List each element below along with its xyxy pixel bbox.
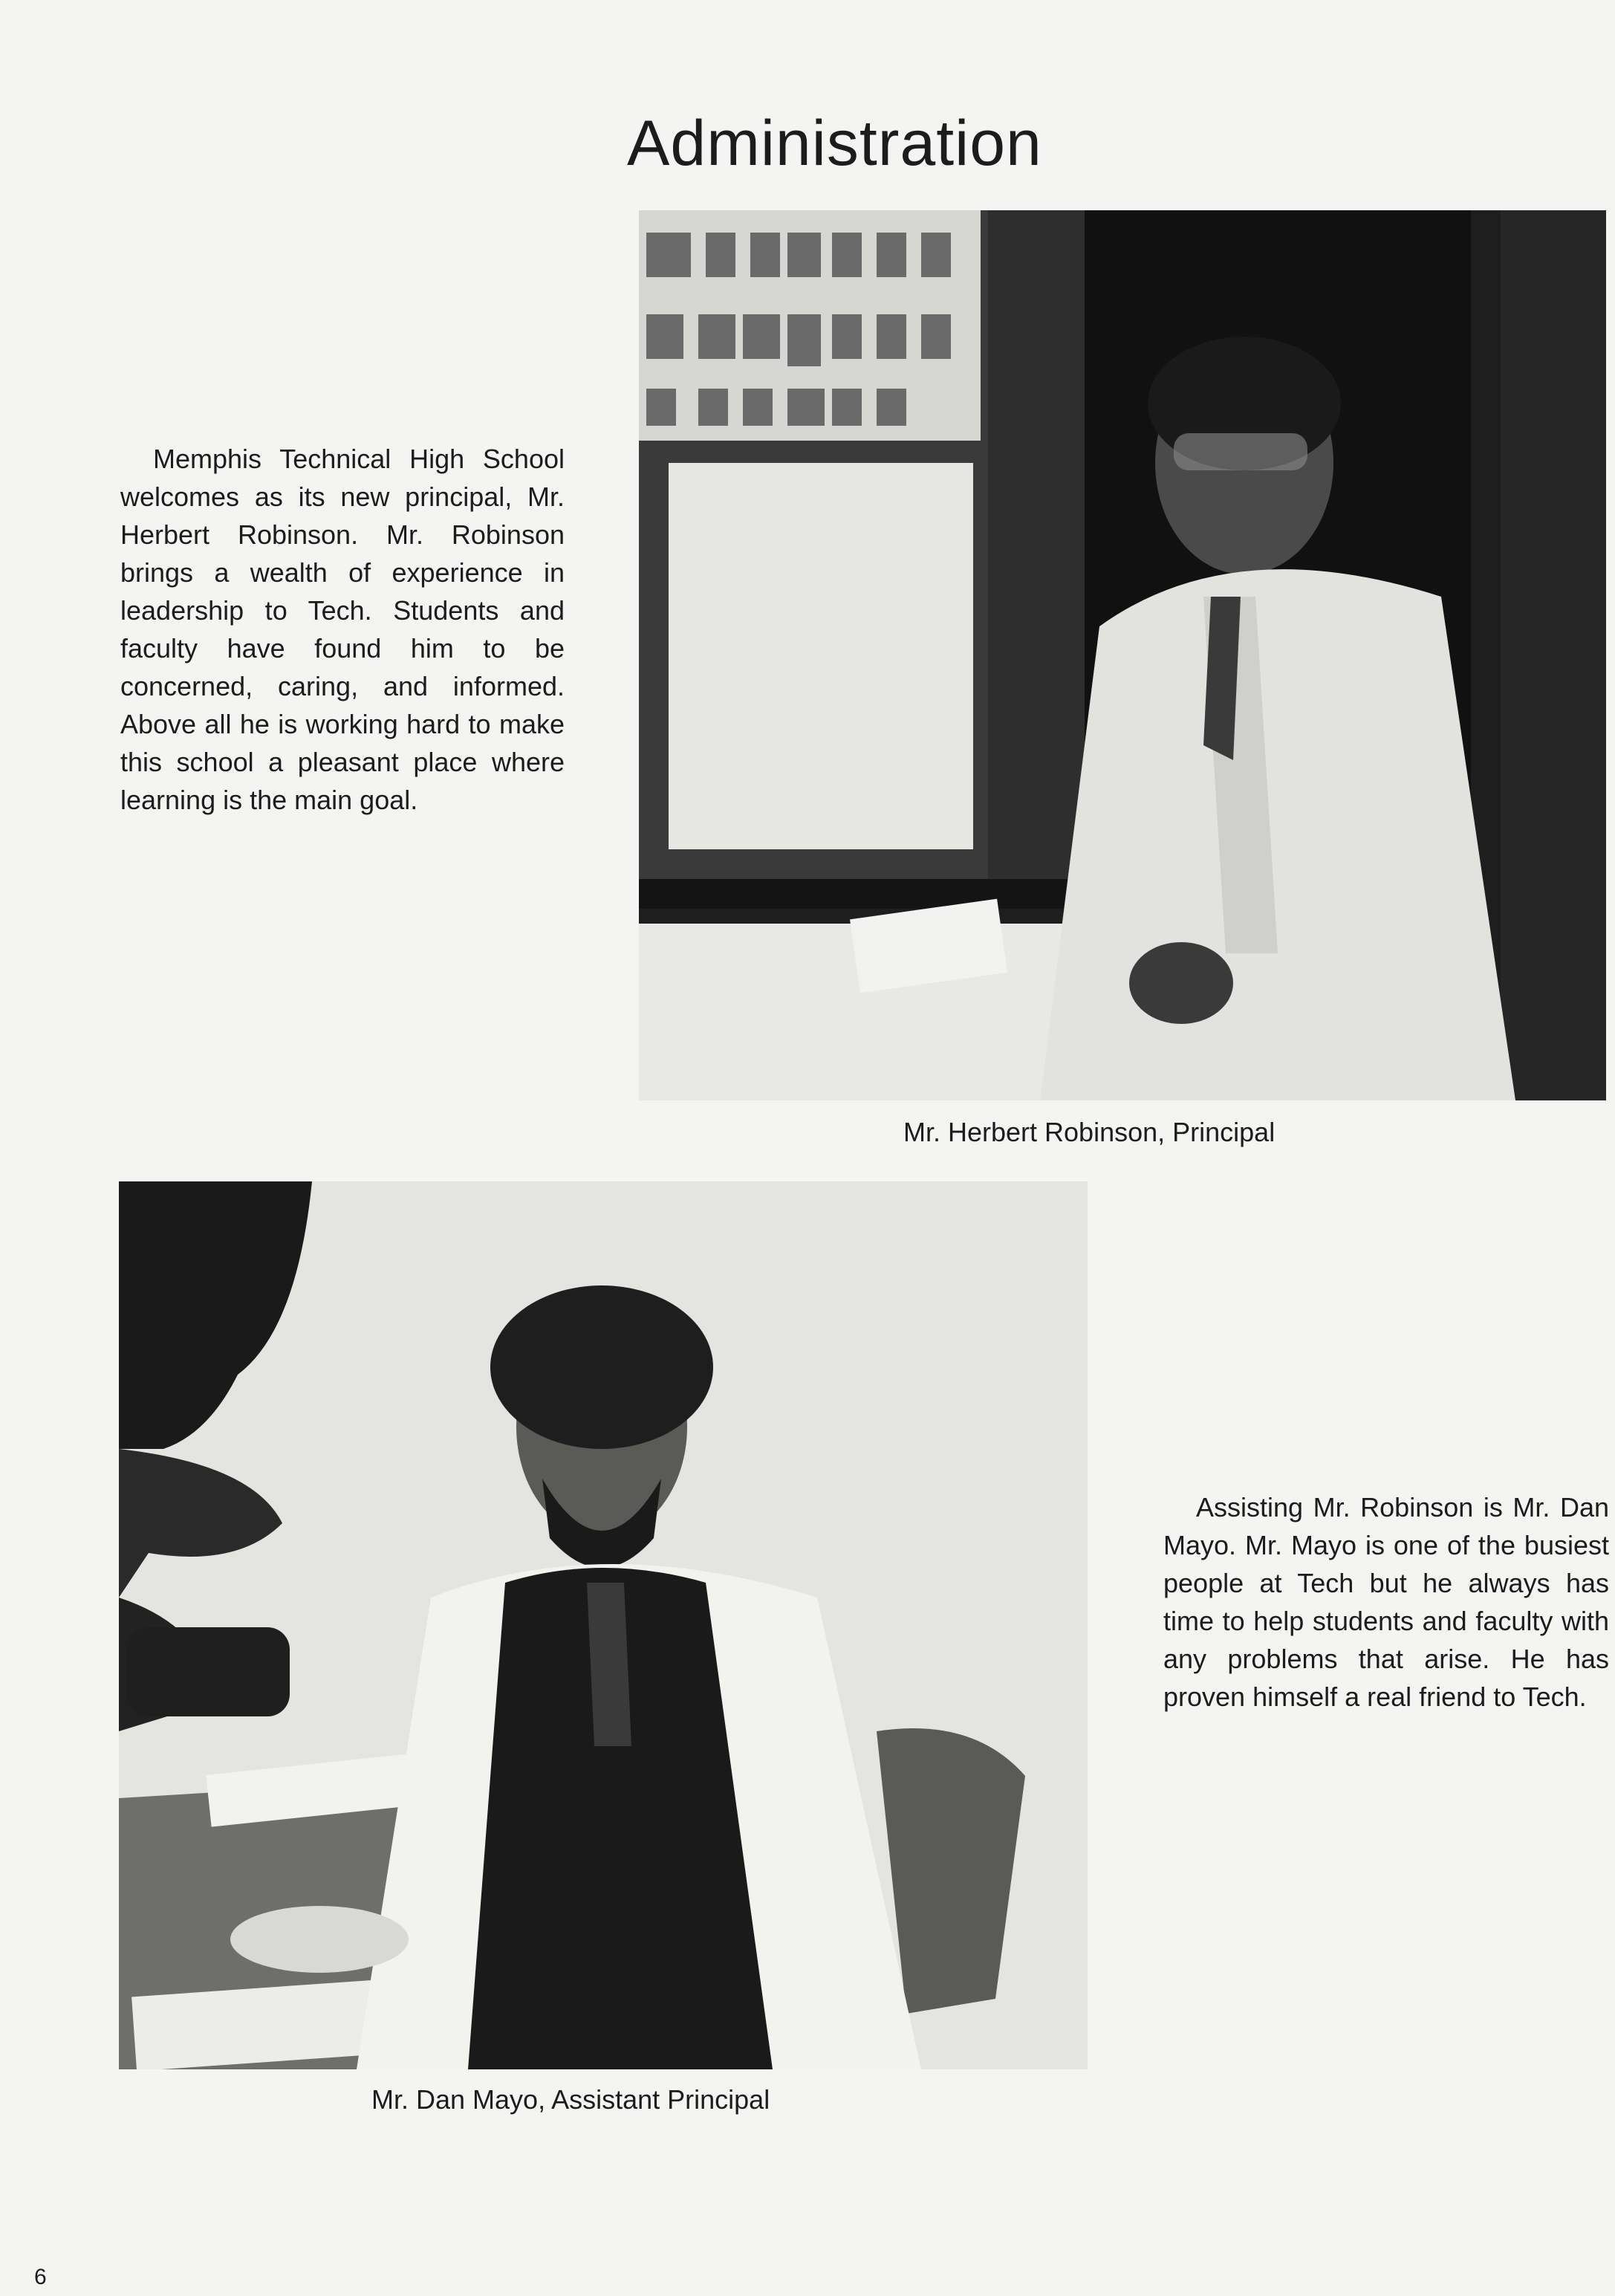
assistant-principal-photo xyxy=(119,1181,1088,2069)
assistant-principal-paragraph: Assisting Mr. Robinson is Mr. Dan Mayo. Mr. Mayo is one of the busiest people at Tech but he always has time to help students and faculty with any problems that arise. He has proven himself a real friend to Tech. xyxy=(1163,1492,1609,1712)
principal-paragraph: Memphis Technical High School welcomes as its new principal, Mr. Herbert Robinson. Mr. Robinson brings a wealth of experience in leadership to Tech. Students and faculty have found him to be concerned, caring, and informed. Above all he is working hard to make this school a pleasant place where learning is the main goal. xyxy=(120,444,565,815)
page-number: 6 xyxy=(34,2265,47,2289)
principal-caption: Mr. Herbert Robinson, Principal xyxy=(903,1117,1276,1147)
page-title: Administration xyxy=(627,108,1042,179)
principal-photo xyxy=(639,210,1606,1100)
assistant-principal-caption: Mr. Dan Mayo, Assistant Principal xyxy=(371,2084,770,2115)
